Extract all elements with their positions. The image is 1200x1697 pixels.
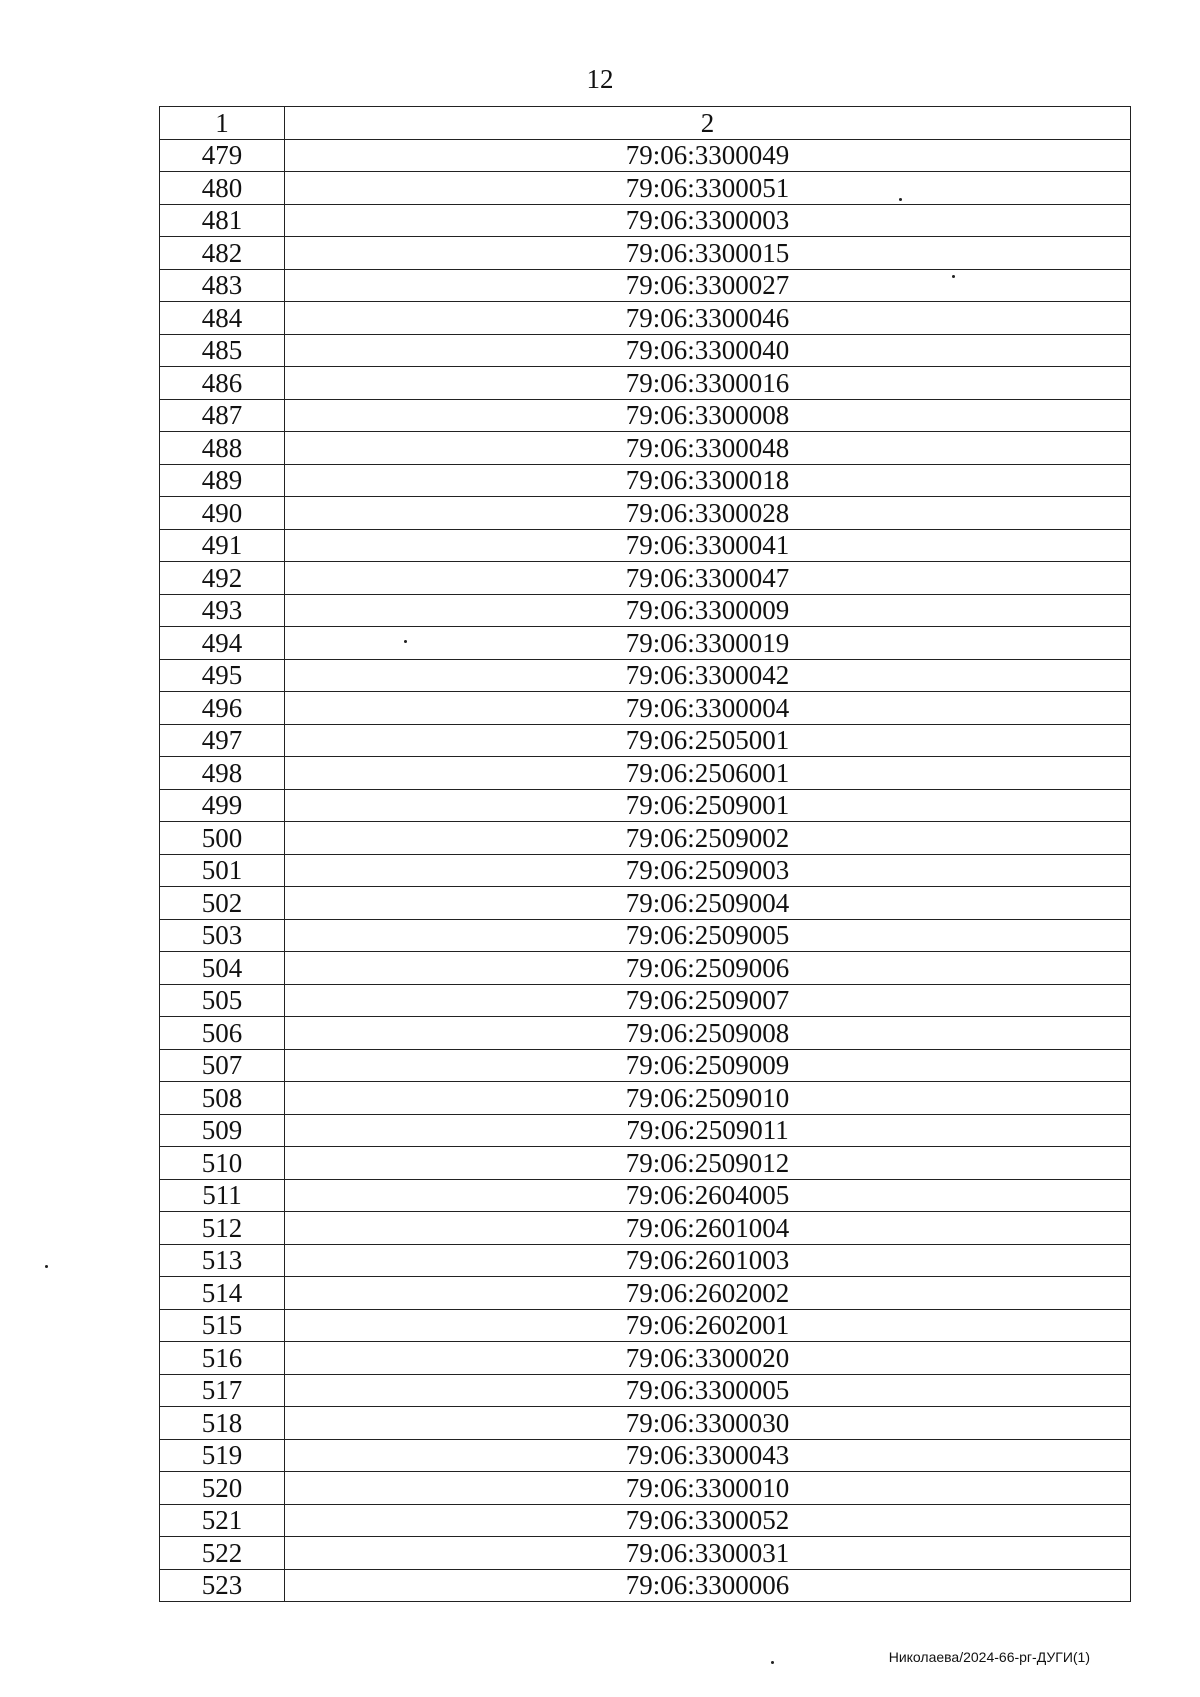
table-row xyxy=(160,789,1131,822)
table-row xyxy=(160,854,1131,887)
column-header-1: 1 xyxy=(160,107,285,140)
cadastral-number-cell: 79:06:3300047 xyxy=(285,562,1131,595)
row-number-cell: 511 xyxy=(160,1179,285,1212)
cadastral-number-cell: 79:06:2509004 xyxy=(285,887,1131,920)
row-number-cell: 479 xyxy=(160,139,285,172)
header-row xyxy=(160,107,1131,140)
table-row xyxy=(160,1309,1131,1342)
cadastral-number-cell: 79:06:2509008 xyxy=(285,1017,1131,1050)
row-number-cell: 482 xyxy=(160,237,285,270)
row-number-cell: 512 xyxy=(160,1212,285,1245)
cadastral-number-cell: 79:06:3300010 xyxy=(285,1472,1131,1505)
table-row xyxy=(160,302,1131,335)
cadastral-number-cell: 79:06:3300028 xyxy=(285,497,1131,530)
table-row xyxy=(160,1537,1131,1570)
row-number-cell: 492 xyxy=(160,562,285,595)
cadastral-number-cell: 79:06:3300046 xyxy=(285,302,1131,335)
table-row xyxy=(160,1244,1131,1277)
row-number-cell: 485 xyxy=(160,334,285,367)
table-row xyxy=(160,887,1131,920)
page-number: 12 xyxy=(586,64,614,94)
row-number-cell: 480 xyxy=(160,172,285,205)
table-row xyxy=(160,432,1131,465)
cadastral-number-cell: 79:06:2509007 xyxy=(285,984,1131,1017)
row-number-cell: 505 xyxy=(160,984,285,1017)
table-row xyxy=(160,1212,1131,1245)
cadastral-number-cell: 79:06:3300030 xyxy=(285,1407,1131,1440)
row-number-cell: 494 xyxy=(160,627,285,660)
table-row xyxy=(160,529,1131,562)
scan-speck xyxy=(404,640,407,643)
row-number-cell: 516 xyxy=(160,1342,285,1375)
cadastral-number-cell: 79:06:2509010 xyxy=(285,1082,1131,1115)
column-header-2: 2 xyxy=(285,107,1131,140)
table-row xyxy=(160,984,1131,1017)
cadastral-number-cell: 79:06:3300019 xyxy=(285,627,1131,660)
table-row xyxy=(160,1439,1131,1472)
cadastral-number-cell: 79:06:2601004 xyxy=(285,1212,1131,1245)
cadastral-number-cell: 79:06:3300051 xyxy=(285,172,1131,205)
cadastral-number-cell: 79:06:2602002 xyxy=(285,1277,1131,1310)
cadastral-number-cell: 79:06:3300005 xyxy=(285,1374,1131,1407)
table-row xyxy=(160,1147,1131,1180)
table-row xyxy=(160,139,1131,172)
table-row xyxy=(160,659,1131,692)
table-row xyxy=(160,1374,1131,1407)
table-row xyxy=(160,952,1131,985)
row-number-cell: 497 xyxy=(160,724,285,757)
row-number-cell: 499 xyxy=(160,789,285,822)
row-number-cell: 520 xyxy=(160,1472,285,1505)
scan-speck xyxy=(899,198,902,201)
cadastral-number-cell: 79:06:3300018 xyxy=(285,464,1131,497)
table-row xyxy=(160,399,1131,432)
row-number-cell: 488 xyxy=(160,432,285,465)
row-number-cell: 496 xyxy=(160,692,285,725)
table-row xyxy=(160,822,1131,855)
table-row xyxy=(160,919,1131,952)
document-reference: Николаева/2024-66-рг-ДУГИ(1) xyxy=(888,1649,1090,1665)
row-number-cell: 503 xyxy=(160,919,285,952)
row-number-cell: 513 xyxy=(160,1244,285,1277)
cadastral-number-cell: 79:06:3300006 xyxy=(285,1569,1131,1602)
row-number-cell: 504 xyxy=(160,952,285,985)
cadastral-number-cell: 79:06:3300004 xyxy=(285,692,1131,725)
row-number-cell: 523 xyxy=(160,1569,285,1602)
table-row xyxy=(160,594,1131,627)
row-number-cell: 495 xyxy=(160,659,285,692)
cadastral-number-cell: 79:06:2509005 xyxy=(285,919,1131,952)
cadastral-number-cell: 79:06:2509002 xyxy=(285,822,1131,855)
table-row xyxy=(160,692,1131,725)
row-number-cell: 502 xyxy=(160,887,285,920)
row-number-cell: 487 xyxy=(160,399,285,432)
table-row xyxy=(160,1082,1131,1115)
cadastral-number-cell: 79:06:2602001 xyxy=(285,1309,1131,1342)
table-row xyxy=(160,1342,1131,1375)
table-row xyxy=(160,237,1131,270)
table-row xyxy=(160,269,1131,302)
table-row xyxy=(160,1017,1131,1050)
row-number-cell: 489 xyxy=(160,464,285,497)
row-number-cell: 493 xyxy=(160,594,285,627)
table-row xyxy=(160,1277,1131,1310)
row-number-cell: 514 xyxy=(160,1277,285,1310)
row-number-cell: 517 xyxy=(160,1374,285,1407)
scan-speck xyxy=(952,275,955,278)
table-row xyxy=(160,627,1131,660)
cadastral-number-cell: 79:06:3300009 xyxy=(285,594,1131,627)
cadastral-number-cell: 79:06:3300031 xyxy=(285,1537,1131,1570)
cadastral-number-cell: 79:06:3300041 xyxy=(285,529,1131,562)
cadastral-number-cell: 79:06:3300015 xyxy=(285,237,1131,270)
cadastral-number-cell: 79:06:3300043 xyxy=(285,1439,1131,1472)
cadastral-number-cell: 79:06:3300052 xyxy=(285,1504,1131,1537)
cadastral-number-cell: 79:06:2604005 xyxy=(285,1179,1131,1212)
cadastral-number-cell: 79:06:3300027 xyxy=(285,269,1131,302)
cadastral-number-cell: 79:06:3300040 xyxy=(285,334,1131,367)
table-row xyxy=(160,1114,1131,1147)
table-row xyxy=(160,334,1131,367)
row-number-cell: 500 xyxy=(160,822,285,855)
row-number-cell: 483 xyxy=(160,269,285,302)
cadastral-number-cell: 79:06:2509001 xyxy=(285,789,1131,822)
cadastral-table xyxy=(159,106,1130,1602)
row-number-cell: 508 xyxy=(160,1082,285,1115)
table-row xyxy=(160,464,1131,497)
cadastral-number-cell: 79:06:2509012 xyxy=(285,1147,1131,1180)
row-number-cell: 509 xyxy=(160,1114,285,1147)
row-number-cell: 498 xyxy=(160,757,285,790)
row-number-cell: 501 xyxy=(160,854,285,887)
cadastral-number-cell: 79:06:2509009 xyxy=(285,1049,1131,1082)
row-number-cell: 481 xyxy=(160,204,285,237)
cadastral-number-cell: 79:06:2601003 xyxy=(285,1244,1131,1277)
table-row xyxy=(160,497,1131,530)
row-number-cell: 518 xyxy=(160,1407,285,1440)
table-row xyxy=(160,1407,1131,1440)
table-row xyxy=(160,1569,1131,1602)
table-row xyxy=(160,757,1131,790)
data-table xyxy=(159,106,1131,1602)
scan-speck xyxy=(45,1265,48,1268)
row-number-cell: 484 xyxy=(160,302,285,335)
table-row xyxy=(160,1049,1131,1082)
row-number-cell: 491 xyxy=(160,529,285,562)
row-number-cell: 515 xyxy=(160,1309,285,1342)
row-number-cell: 506 xyxy=(160,1017,285,1050)
cadastral-number-cell: 79:06:3300003 xyxy=(285,204,1131,237)
cadastral-number-cell: 79:06:3300049 xyxy=(285,139,1131,172)
cadastral-number-cell: 79:06:3300042 xyxy=(285,659,1131,692)
cadastral-number-cell: 79:06:2506001 xyxy=(285,757,1131,790)
table-row xyxy=(160,1472,1131,1505)
table-body xyxy=(160,107,1131,1602)
row-number-cell: 521 xyxy=(160,1504,285,1537)
table-row xyxy=(160,204,1131,237)
cadastral-number-cell: 79:06:2505001 xyxy=(285,724,1131,757)
table-row xyxy=(160,367,1131,400)
cadastral-number-cell: 79:06:2509006 xyxy=(285,952,1131,985)
row-number-cell: 510 xyxy=(160,1147,285,1180)
row-number-cell: 486 xyxy=(160,367,285,400)
cadastral-number-cell: 79:06:3300008 xyxy=(285,399,1131,432)
row-number-cell: 490 xyxy=(160,497,285,530)
scan-speck xyxy=(771,1661,774,1664)
table-row xyxy=(160,172,1131,205)
cadastral-number-cell: 79:06:2509003 xyxy=(285,854,1131,887)
cadastral-number-cell: 79:06:3300020 xyxy=(285,1342,1131,1375)
table-row xyxy=(160,1504,1131,1537)
table-row xyxy=(160,1179,1131,1212)
cadastral-number-cell: 79:06:3300016 xyxy=(285,367,1131,400)
row-number-cell: 507 xyxy=(160,1049,285,1082)
table-row xyxy=(160,562,1131,595)
row-number-cell: 522 xyxy=(160,1537,285,1570)
cadastral-number-cell: 79:06:3300048 xyxy=(285,432,1131,465)
row-number-cell: 519 xyxy=(160,1439,285,1472)
cadastral-number-cell: 79:06:2509011 xyxy=(285,1114,1131,1147)
table-row xyxy=(160,724,1131,757)
